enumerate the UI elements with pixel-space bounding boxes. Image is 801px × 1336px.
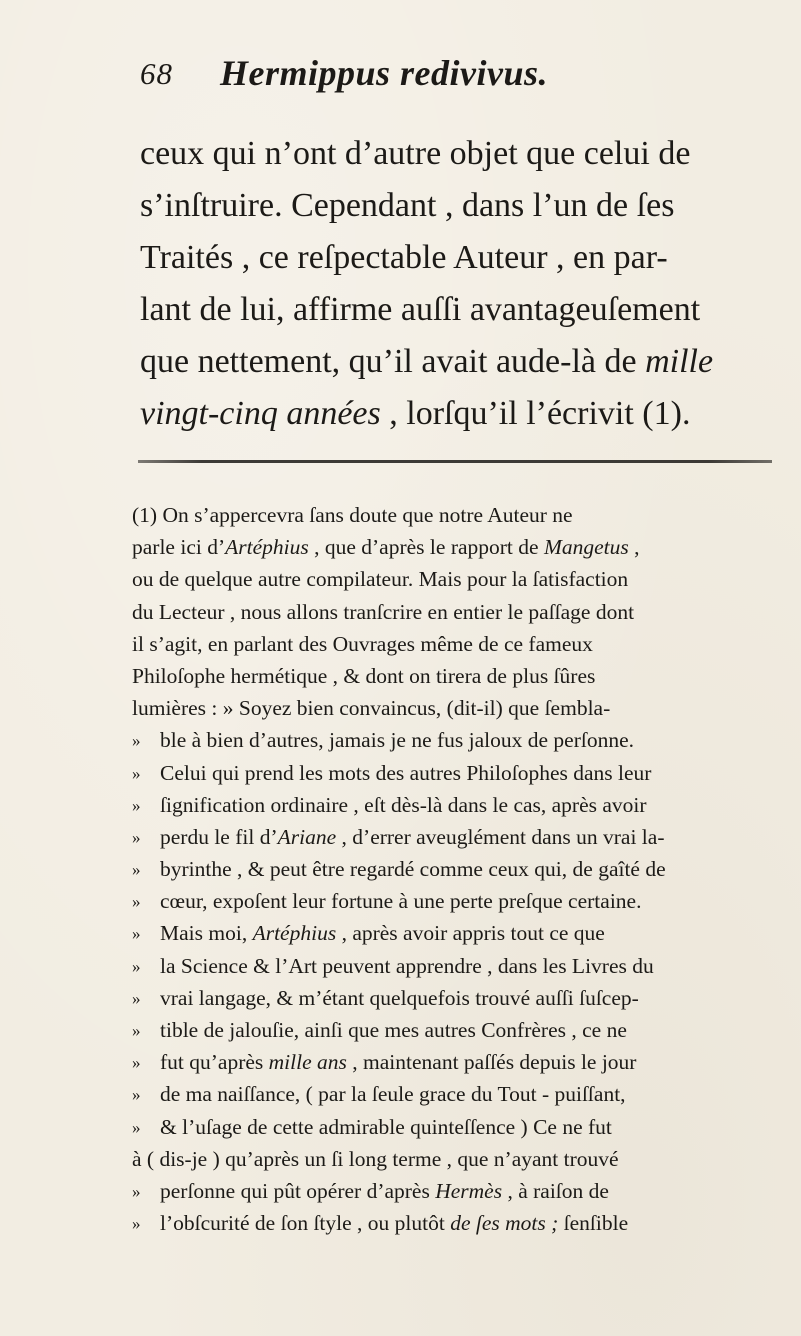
italic-text: Ariane: [277, 824, 337, 849]
page-number: 68: [140, 56, 173, 91]
text-segment: byrinthe , & peut être regardé comme ceux qui, de gaîté de: [160, 857, 666, 882]
text-segment: , maintenant paſſés depuis le jour: [346, 1050, 637, 1075]
quote-mark: »: [132, 1181, 141, 1201]
footnote-line: [132, 724, 792, 756]
footnote-line: [132, 1014, 792, 1046]
text-segment: perſonne qui pût opérer d’après: [160, 1178, 436, 1203]
italic-text: vingt-cinq années: [140, 395, 381, 432]
text-segment: , lorſqu’il l’écrivit (1).: [380, 395, 691, 432]
text-segment: , après avoir appris tout ce que: [336, 921, 605, 946]
text-segment: cœur, expoſent leur fortune à une perte preſque certaine.: [160, 889, 642, 914]
footnote-line: [132, 1207, 792, 1239]
footnote: [132, 499, 792, 1239]
page-header: [140, 52, 740, 100]
text-segment: Celui qui prend les mots des autres Philoſophes dans leur: [160, 760, 652, 785]
text-segment: , que d’après le rapport de: [308, 535, 544, 560]
footnote-line: [132, 1111, 792, 1143]
footnote-line: [132, 950, 792, 982]
quote-mark: »: [132, 1117, 141, 1137]
text-line: ceux qui n’ont d’autre objet que celui de: [140, 135, 691, 172]
footnote-line: [132, 1078, 792, 1110]
text-line: Traités , ce reſpectable Auteur , en par-: [140, 239, 668, 276]
text-segment: , d’errer aveuglément dans un vrai la-: [336, 824, 665, 849]
quote-mark: »: [132, 1085, 141, 1105]
text-line: s’inſtruire. Cependant , dans l’un de ſes: [140, 187, 675, 224]
italic-text: mille: [645, 343, 714, 380]
text-segment: & l’uſage de cette admirable quinteſſence ) Ce ne fut: [160, 1114, 612, 1139]
main-text: [140, 128, 780, 440]
quote-mark: »: [132, 1021, 141, 1040]
footnote-line: (1) On s’appercevra ſans doute que notre Auteur ne: [132, 503, 573, 527]
footnote-line: Philoſophe hermétique , & dont on tirera de plus ſûres: [132, 663, 596, 688]
text-segment: fut qu’après: [160, 1050, 269, 1075]
text-segment: , à raiſon de: [502, 1178, 609, 1203]
text-line: [140, 388, 780, 440]
text-segment: ble à bien d’autres, jamais je ne fus jaloux de perſonne.: [160, 728, 635, 753]
footnote-line: [132, 789, 792, 821]
italic-text: de ſes mots ;: [450, 1211, 559, 1236]
footnote-separator-rule: [138, 460, 772, 463]
text-segment: tible de jalouſie, ainſi que mes autres Confrères , ce ne: [160, 1018, 627, 1042]
footnote-line: il s’agit, en parlant des Ouvrages même de ce fameux: [132, 631, 593, 656]
footnote-line: [132, 917, 792, 949]
quote-mark: »: [132, 956, 141, 976]
footnote-line: [132, 821, 792, 853]
text-segment: perdu le fil d’: [160, 824, 278, 849]
italic-text: Hermès: [435, 1178, 503, 1203]
footnote-line: [132, 982, 792, 1014]
quote-mark: »: [132, 988, 141, 1008]
footnote-line: à ( dis-je ) qu’après un ſi long terme , que n’ayant trouvé: [132, 1146, 619, 1171]
text-segment: parle ici d’: [132, 535, 226, 560]
text-segment: l’obſcurité de ſon ſtyle , ou plutôt: [160, 1211, 451, 1236]
running-title: Hermippus redivivus.: [220, 53, 549, 93]
italic-text: mille ans: [268, 1050, 347, 1075]
italic-text: Mangetus: [543, 535, 629, 560]
text-segment: ,: [628, 535, 640, 560]
footnote-line: [132, 1175, 792, 1207]
text-segment: vrai langage, & m’étant quelquefois trouvé auſſi ſuſcep-: [160, 985, 639, 1010]
text-segment: la Science & l’Art peuvent apprendre , dans les Livres du: [160, 953, 654, 978]
footnote-line: [132, 757, 792, 789]
quote-mark: »: [132, 892, 141, 912]
quote-mark: »: [132, 1214, 141, 1234]
text-line: lant de lui, affirme auſſi avantageuſement: [140, 291, 701, 328]
footnote-line: lumières : » Soyez bien convaincus, (dit-il) que ſembla-: [132, 696, 611, 721]
footnote-line: [132, 1046, 792, 1078]
footnote-line: [132, 885, 792, 917]
footnote-line: du Lecteur , nous allons tranſcrire en entier le paſſage dont: [132, 599, 635, 624]
quote-mark: »: [132, 827, 141, 847]
quote-mark: »: [132, 860, 141, 880]
text-segment: ſignification ordinaire , eſt dès-là dans le cas, après avoir: [160, 792, 647, 817]
italic-text: Artéphius: [252, 921, 337, 946]
footnote-line: [132, 531, 792, 563]
text-segment: que nettement, qu’il avait aude-là de: [140, 343, 646, 380]
quote-mark: »: [132, 731, 141, 751]
text-line: [140, 336, 780, 388]
text-segment: Mais moi,: [160, 921, 253, 946]
footnote-line: [132, 853, 792, 885]
text-segment: de ma naiſſance, ( par la ſeule grace du Tout - puiſſant,: [160, 1082, 626, 1107]
italic-text: Artéphius: [225, 535, 309, 560]
quote-mark: »: [132, 795, 141, 815]
footnote-line: ou de quelque autre compilateur. Mais pour la ſatisfaction: [132, 567, 629, 592]
text-segment: ſenſible: [558, 1211, 629, 1236]
quote-mark: »: [132, 924, 141, 944]
quote-mark: »: [132, 763, 141, 783]
quote-mark: »: [132, 1053, 141, 1073]
